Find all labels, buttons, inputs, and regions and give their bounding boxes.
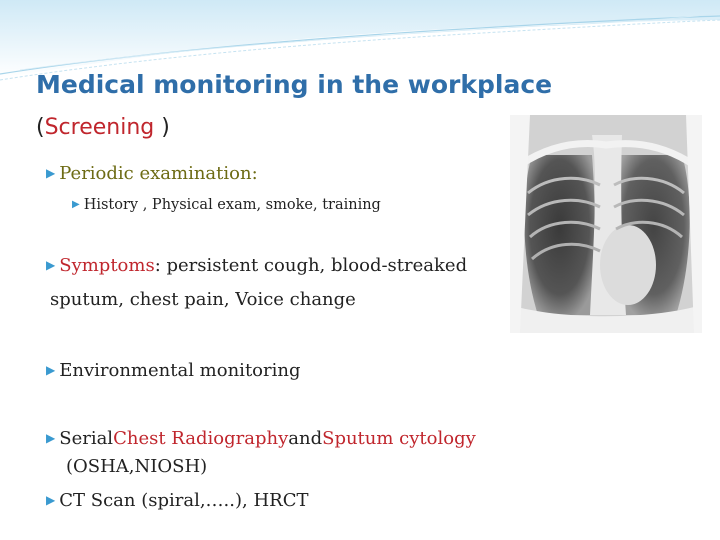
bullet-arrow-icon: ▶ — [46, 363, 56, 377]
bullet-arrow-icon: ▶ — [46, 258, 56, 272]
bullet-symptoms — [46, 255, 467, 276]
subtitle — [36, 115, 170, 140]
subtitle-open-paren: ( — [36, 115, 45, 140]
page-title: Medical monitoring in the workplace — [36, 70, 553, 99]
bullet-environmental-monitoring — [46, 360, 301, 381]
bullet-symptoms-continuation: sputum, chest pain, Voice change — [50, 289, 356, 310]
bullet-arrow-icon: ▶ — [46, 166, 56, 180]
bullet-serial-sputum-cytology-text: Sputum cytology — [322, 428, 476, 449]
bullet-ct-scan-text: CT Scan (spiral,…..), HRCT — [59, 490, 309, 511]
bullet-serial-continuation: (OSHA,NIOSH) — [66, 456, 208, 477]
bullet-environmental-text: Environmental monitoring — [59, 360, 301, 381]
bullet-symptoms-label: Symptoms — [59, 255, 155, 276]
bullet-periodic-label: Periodic examination — [59, 163, 252, 184]
bullet-arrow-icon: ▶ — [72, 199, 80, 210]
subtitle-screening: Screening — [44, 115, 155, 140]
bullet-ct-scan — [46, 490, 308, 511]
bullet-serial-part1: Serial — [59, 428, 114, 449]
chest-xray-image — [510, 115, 702, 333]
subtitle-close-paren: ) — [154, 115, 170, 140]
bullet-periodic-subitem — [72, 197, 381, 213]
bullet-serial-chest-radiography-text: Chest Radiography — [113, 428, 289, 449]
bullet-arrow-icon: ▶ — [46, 493, 56, 507]
bullet-periodic-examination — [46, 163, 258, 184]
bullet-periodic-colon: : — [251, 163, 258, 184]
bullet-symptoms-text: : persistent cough, blood-streaked — [154, 255, 468, 276]
bullet-serial-part3: and — [288, 428, 323, 449]
bullet-periodic-sub-text: History , Physical exam, smoke, training — [83, 197, 381, 213]
bullet-arrow-icon: ▶ — [46, 431, 56, 445]
bullet-serial-chest-radiography — [46, 428, 476, 449]
